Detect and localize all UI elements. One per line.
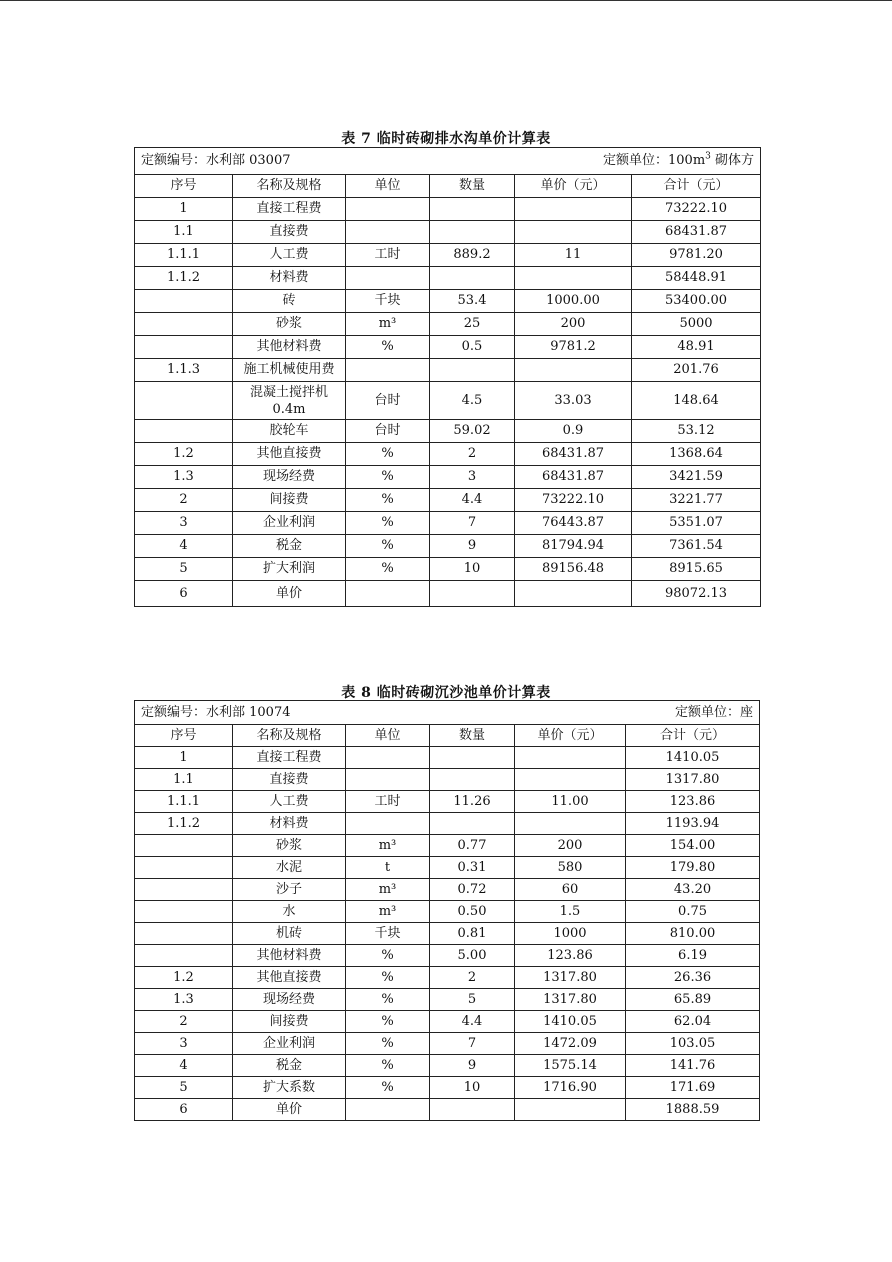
table8-cell-seq: 4 <box>135 1055 233 1077</box>
table-row <box>135 1077 760 1099</box>
table8-cell-qty: 0.81 <box>430 923 515 945</box>
table8-cell-qty: 0.77 <box>430 835 515 857</box>
table8-cell-total: 123.86 <box>626 791 760 813</box>
table8-cell-price: 1000 <box>515 923 626 945</box>
table8-header-total: 合计（元） <box>626 725 760 747</box>
table8-cell-total: 154.00 <box>626 835 760 857</box>
table-row <box>135 443 761 466</box>
table8-cell-qty: 2 <box>430 967 515 989</box>
table7-cell-qty <box>430 198 515 221</box>
table7-cell-name: 砖 <box>233 290 346 313</box>
table7-cell-unit: % <box>346 489 430 512</box>
table8-cell-price: 200 <box>515 835 626 857</box>
table8-cell-unit: % <box>346 1033 430 1055</box>
table8-cell-qty: 0.31 <box>430 857 515 879</box>
table8-header-qty: 数量 <box>430 725 515 747</box>
table-row <box>135 901 760 923</box>
table-row <box>135 336 761 359</box>
table8-cell-unit: % <box>346 967 430 989</box>
table7-cell-price: 68431.87 <box>515 443 632 466</box>
table8-header-unit: 单位 <box>346 725 430 747</box>
table7-cell-unit: % <box>346 336 430 359</box>
table8-cell-seq: 1.2 <box>135 967 233 989</box>
table7-cell-unit: 千块 <box>346 290 430 313</box>
table8-cell-price: 1317.80 <box>515 989 626 1011</box>
table8-cell-total: 1410.05 <box>626 747 760 769</box>
table8-cell-name: 企业利润 <box>233 1033 346 1055</box>
table-row <box>135 558 761 581</box>
table-row <box>135 747 760 769</box>
table8-cell-unit: t <box>346 857 430 879</box>
table7-cell-name: 税金 <box>233 535 346 558</box>
table7-cell-qty: 4.4 <box>430 489 515 512</box>
table7-cell-price: 1000.00 <box>515 290 632 313</box>
table8-cell-total: 43.20 <box>626 879 760 901</box>
table8-cell-total: 179.80 <box>626 857 760 879</box>
table7-header-name: 名称及规格 <box>233 175 346 198</box>
table8-cell-unit: m³ <box>346 835 430 857</box>
table7-cell-name: 直接工程费 <box>233 198 346 221</box>
table-row <box>135 489 761 512</box>
table8-cell-name: 扩大系数 <box>233 1077 346 1099</box>
table-row <box>135 221 761 244</box>
table8-cell-seq: 1.1 <box>135 769 233 791</box>
table7-cell-total: 8915.65 <box>632 558 761 581</box>
table7-cell-seq <box>135 290 233 313</box>
table8-cell-name: 其他直接费 <box>233 967 346 989</box>
table7-cell-qty: 3 <box>430 466 515 489</box>
table-row <box>135 1011 760 1033</box>
table7-meta-row <box>135 148 761 175</box>
table8-cell-seq: 1.1.1 <box>135 791 233 813</box>
table7-cell-name: 混凝土搅拌机 0.4m <box>233 382 346 420</box>
table7-cell-price <box>515 359 632 382</box>
table8-cell-name: 砂浆 <box>233 835 346 857</box>
table8-cell-seq: 1.1.2 <box>135 813 233 835</box>
table8-cell-price: 123.86 <box>515 945 626 967</box>
table-row <box>135 535 761 558</box>
table8-cell-qty <box>430 813 515 835</box>
table8-cell-price <box>515 769 626 791</box>
table7-cell-name: 扩大利润 <box>233 558 346 581</box>
table7-cell-name: 企业利润 <box>233 512 346 535</box>
table7-cell-seq <box>135 420 233 443</box>
table8-cell-unit: % <box>346 1055 430 1077</box>
table8-cell-seq <box>135 879 233 901</box>
table7-cell-total: 53400.00 <box>632 290 761 313</box>
table8-cell-total: 1193.94 <box>626 813 760 835</box>
table7-cell-name: 直接费 <box>233 221 346 244</box>
table7-cell-name: 现场经费 <box>233 466 346 489</box>
table7-cell-qty: 7 <box>430 512 515 535</box>
table8-cell-name: 机砖 <box>233 923 346 945</box>
table7-cell-seq: 3 <box>135 512 233 535</box>
table7-cell-total: 3421.59 <box>632 466 761 489</box>
table8-cell-total: 810.00 <box>626 923 760 945</box>
table8-meta-row <box>135 701 760 725</box>
table8-cell-unit <box>346 1099 430 1121</box>
table8-cell-qty <box>430 747 515 769</box>
table7-cell-price: 81794.94 <box>515 535 632 558</box>
table8-cell-qty: 4.4 <box>430 1011 515 1033</box>
table8-cell-unit <box>346 769 430 791</box>
table7-cell-seq: 1.1.3 <box>135 359 233 382</box>
table-row <box>135 769 760 791</box>
table7-cell-unit: % <box>346 535 430 558</box>
table7-cell-seq: 5 <box>135 558 233 581</box>
table8-cell-unit: % <box>346 1077 430 1099</box>
table7-cell-total: 98072.13 <box>632 581 761 607</box>
table8-cell-seq: 5 <box>135 1077 233 1099</box>
table8-cell-seq <box>135 857 233 879</box>
table-row <box>135 989 760 1011</box>
table7-cell-total: 3221.77 <box>632 489 761 512</box>
table8-cell-unit <box>346 747 430 769</box>
table8-cell-seq <box>135 945 233 967</box>
table8 <box>134 700 760 1121</box>
table8-quota-no: 定额编号：水利部 10074 <box>141 704 291 720</box>
table7-cell-qty: 59.02 <box>430 420 515 443</box>
table7-header-seq: 序号 <box>135 175 233 198</box>
table8-cell-qty: 9 <box>430 1055 515 1077</box>
table8-cell-unit: % <box>346 1011 430 1033</box>
table8-cell-qty: 10 <box>430 1077 515 1099</box>
table7-cell-name: 人工费 <box>233 244 346 267</box>
table7-cell-total: 53.12 <box>632 420 761 443</box>
table7-cell-seq: 1 <box>135 198 233 221</box>
table-row <box>135 313 761 336</box>
table8-cell-total: 62.04 <box>626 1011 760 1033</box>
table7-title: 表 7 临时砖砌排水沟单价计算表 <box>341 131 551 147</box>
table7-cell-unit: m³ <box>346 313 430 336</box>
table7-cell-price <box>515 267 632 290</box>
table7-cell-qty: 0.5 <box>430 336 515 359</box>
table-row <box>135 1033 760 1055</box>
table-row <box>135 290 761 313</box>
table7-cell-seq <box>135 313 233 336</box>
table-row <box>135 382 761 420</box>
table-row <box>135 244 761 267</box>
table7 <box>134 147 761 607</box>
table7-cell-qty <box>430 267 515 290</box>
table8-cell-qty <box>430 769 515 791</box>
table7-cell-qty <box>430 581 515 607</box>
table7-cell-seq: 1.1.2 <box>135 267 233 290</box>
table7-cell-seq <box>135 336 233 359</box>
table8-cell-name: 材料费 <box>233 813 346 835</box>
table7-cell-unit: % <box>346 512 430 535</box>
table7-cell-price <box>515 198 632 221</box>
table7-cell-seq: 1.3 <box>135 466 233 489</box>
table7-cell-seq: 2 <box>135 489 233 512</box>
table8-quota-unit: 定额单位：座 <box>675 704 754 720</box>
table8-cell-seq <box>135 901 233 923</box>
table7-cell-total: 148.64 <box>632 382 761 420</box>
table7-header-qty: 数量 <box>430 175 515 198</box>
table7-cell-total: 201.76 <box>632 359 761 382</box>
table7-cell-qty: 889.2 <box>430 244 515 267</box>
table7-cell-name: 胶轮车 <box>233 420 346 443</box>
table7-cell-unit: 工时 <box>346 244 430 267</box>
table7-header-price: 单价（元） <box>515 175 632 198</box>
table7-cell-total: 7361.54 <box>632 535 761 558</box>
table8-cell-seq <box>135 835 233 857</box>
table7-cell-unit: 台时 <box>346 420 430 443</box>
table-row <box>135 791 760 813</box>
table7-cell-seq: 1.1.1 <box>135 244 233 267</box>
table8-cell-total: 141.76 <box>626 1055 760 1077</box>
table8-header-row <box>135 725 760 747</box>
table8-cell-seq: 6 <box>135 1099 233 1121</box>
table8-cell-price: 580 <box>515 857 626 879</box>
table8-cell-price <box>515 813 626 835</box>
table8-cell-name: 水泥 <box>233 857 346 879</box>
table7-cell-seq: 6 <box>135 581 233 607</box>
table8-cell-name: 直接费 <box>233 769 346 791</box>
table7-cell-unit <box>346 221 430 244</box>
table7-cell-seq: 1.2 <box>135 443 233 466</box>
table-row <box>135 512 761 535</box>
table7-cell-unit: % <box>346 466 430 489</box>
table8-cell-name: 直接工程费 <box>233 747 346 769</box>
table8-cell-unit: m³ <box>346 879 430 901</box>
table8-cell-qty <box>430 1099 515 1121</box>
table-row <box>135 923 760 945</box>
table7-cell-seq: 1.1 <box>135 221 233 244</box>
table7-header-row <box>135 175 761 198</box>
table7-cell-total: 73222.10 <box>632 198 761 221</box>
table7-cell-qty: 2 <box>430 443 515 466</box>
table7-cell-price: 89156.48 <box>515 558 632 581</box>
table7-cell-name: 施工机械使用费 <box>233 359 346 382</box>
table8-cell-seq: 2 <box>135 1011 233 1033</box>
table7-cell-qty: 9 <box>430 535 515 558</box>
table7-cell-price: 68431.87 <box>515 466 632 489</box>
table8-cell-name: 其他材料费 <box>233 945 346 967</box>
table7-cell-unit: % <box>346 443 430 466</box>
table8-cell-unit: % <box>346 989 430 1011</box>
table-row <box>135 945 760 967</box>
table7-cell-qty <box>430 359 515 382</box>
table8-cell-unit <box>346 813 430 835</box>
table8-cell-total: 26.36 <box>626 967 760 989</box>
table8-cell-total: 103.05 <box>626 1033 760 1055</box>
table7-header-total: 合计（元） <box>632 175 761 198</box>
table8-header-price: 单价（元） <box>515 725 626 747</box>
table7-cell-total: 5000 <box>632 313 761 336</box>
table8-cell-total: 1888.59 <box>626 1099 760 1121</box>
table8-cell-name: 税金 <box>233 1055 346 1077</box>
table7-cell-name: 其他直接费 <box>233 443 346 466</box>
table7-cell-unit: 台时 <box>346 382 430 420</box>
table7-cell-qty: 4.5 <box>430 382 515 420</box>
table-row <box>135 813 760 835</box>
table8-cell-price: 1472.09 <box>515 1033 626 1055</box>
table7-cell-price: 200 <box>515 313 632 336</box>
table8-cell-unit: 千块 <box>346 923 430 945</box>
table7-quota-unit: 定额单位：$100m^3$ 砌体方 <box>603 151 755 168</box>
table8-cell-total: 6.19 <box>626 945 760 967</box>
table8-cell-unit: % <box>346 945 430 967</box>
table8-cell-qty: 0.50 <box>430 901 515 923</box>
table7-cell-qty: 53.4 <box>430 290 515 313</box>
table-row <box>135 267 761 290</box>
page-top-border <box>0 0 892 1</box>
table8-cell-name: 现场经费 <box>233 989 346 1011</box>
table8-cell-price: 1716.90 <box>515 1077 626 1099</box>
table7-cell-qty: 10 <box>430 558 515 581</box>
table7-cell-price <box>515 221 632 244</box>
table8-cell-total: 65.89 <box>626 989 760 1011</box>
table8-cell-seq: 1.3 <box>135 989 233 1011</box>
table7-cell-name: 砂浆 <box>233 313 346 336</box>
table8-cell-price: 1575.14 <box>515 1055 626 1077</box>
table8-cell-name: 单价 <box>233 1099 346 1121</box>
table8-cell-name: 水 <box>233 901 346 923</box>
table7-cell-price: 76443.87 <box>515 512 632 535</box>
table8-cell-seq <box>135 923 233 945</box>
table7-cell-price: 11 <box>515 244 632 267</box>
table7-cell-qty: 25 <box>430 313 515 336</box>
table-row <box>135 359 761 382</box>
table7-cell-price: 33.03 <box>515 382 632 420</box>
table8-cell-unit: 工时 <box>346 791 430 813</box>
table7-cell-seq <box>135 382 233 420</box>
table7-header-unit: 单位 <box>346 175 430 198</box>
table7-cell-unit: % <box>346 558 430 581</box>
table7-cell-name: 材料费 <box>233 267 346 290</box>
table7-cell-total: 5351.07 <box>632 512 761 535</box>
table7-quota-no: 定额编号：水利部 03007 <box>141 153 291 168</box>
table8-cell-total: 171.69 <box>626 1077 760 1099</box>
table-row <box>135 1055 760 1077</box>
table8-cell-total: 1317.80 <box>626 769 760 791</box>
table-row <box>135 835 760 857</box>
table8-cell-name: 沙子 <box>233 879 346 901</box>
table7-cell-name: 单价 <box>233 581 346 607</box>
table7-cell-unit <box>346 267 430 290</box>
table-row <box>135 420 761 443</box>
table8-cell-unit: m³ <box>346 901 430 923</box>
table7-cell-price: 0.9 <box>515 420 632 443</box>
table8-cell-qty: 11.26 <box>430 791 515 813</box>
table7-cell-price: 9781.2 <box>515 336 632 359</box>
table-row <box>135 466 761 489</box>
table7-cell-unit <box>346 581 430 607</box>
table-row <box>135 857 760 879</box>
table8-cell-qty: 7 <box>430 1033 515 1055</box>
table8-cell-seq: 3 <box>135 1033 233 1055</box>
table-row <box>135 1099 760 1121</box>
table-row <box>135 879 760 901</box>
table8-title: 表 8 临时砖砌沉沙池单价计算表 <box>341 685 551 701</box>
table8-cell-name: 人工费 <box>233 791 346 813</box>
table8-header-seq: 序号 <box>135 725 233 747</box>
table7-cell-seq: 4 <box>135 535 233 558</box>
table7-cell-total: 48.91 <box>632 336 761 359</box>
table8-cell-seq: 1 <box>135 747 233 769</box>
table7-cell-qty <box>430 221 515 244</box>
table7-cell-name: 间接费 <box>233 489 346 512</box>
table8-cell-qty: 0.72 <box>430 879 515 901</box>
table7-cell-total: 9781.20 <box>632 244 761 267</box>
table8-cell-qty: 5.00 <box>430 945 515 967</box>
table-row <box>135 198 761 221</box>
table8-cell-name: 间接费 <box>233 1011 346 1033</box>
table8-cell-price <box>515 1099 626 1121</box>
table8-cell-total: 0.75 <box>626 901 760 923</box>
table8-cell-price: 1410.05 <box>515 1011 626 1033</box>
table7-cell-unit <box>346 198 430 221</box>
table8-header-name: 名称及规格 <box>233 725 346 747</box>
table7-cell-unit <box>346 359 430 382</box>
table7-cell-price: 73222.10 <box>515 489 632 512</box>
table8-cell-qty: 5 <box>430 989 515 1011</box>
table7-cell-total: 58448.91 <box>632 267 761 290</box>
table8-cell-price: 11.00 <box>515 791 626 813</box>
table8-cell-price <box>515 747 626 769</box>
table8-cell-price: 60 <box>515 879 626 901</box>
table8-cell-price: 1317.80 <box>515 967 626 989</box>
table-row <box>135 581 761 607</box>
table7-cell-total: 68431.87 <box>632 221 761 244</box>
table7-cell-total: 1368.64 <box>632 443 761 466</box>
table-row <box>135 967 760 989</box>
table7-cell-price <box>515 581 632 607</box>
table8-cell-price: 1.5 <box>515 901 626 923</box>
table7-cell-name: 其他材料费 <box>233 336 346 359</box>
